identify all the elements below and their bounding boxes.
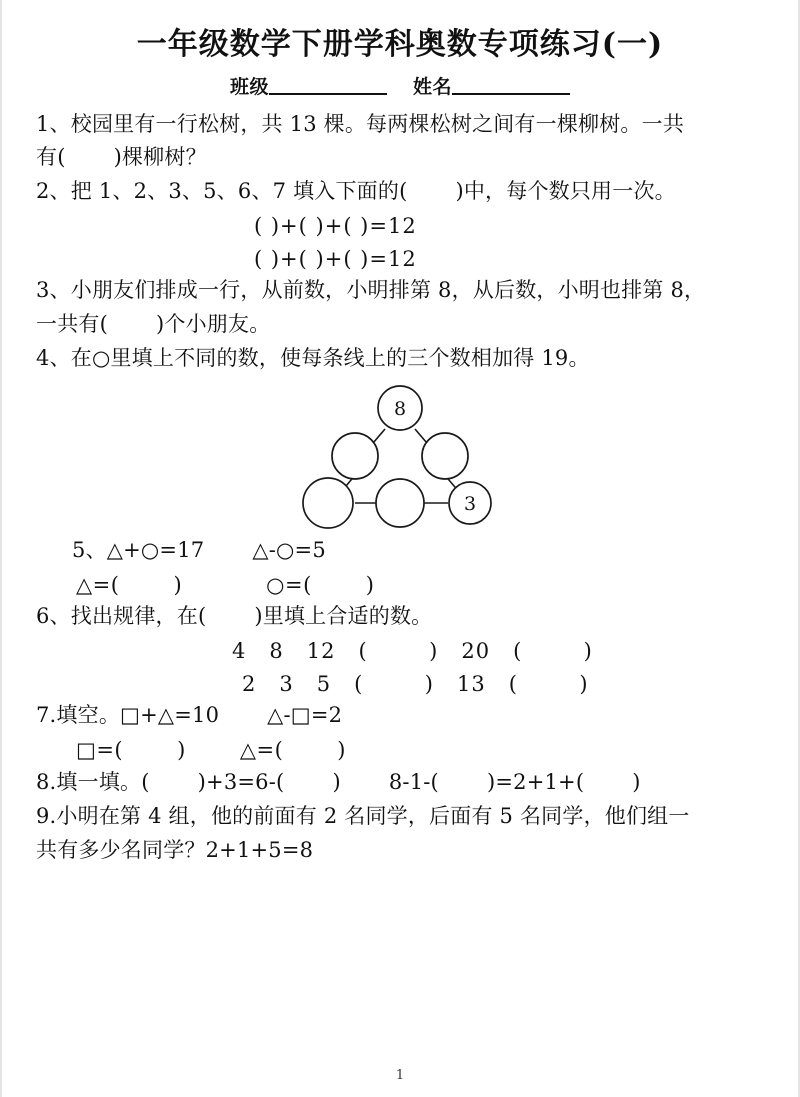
- question-3-line-2: [36, 309, 764, 341]
- triangle-number-diagram[interactable]: [300, 381, 500, 531]
- node-bottom-right-value: 3: [463, 493, 477, 516]
- question-8-mid-2: ): [332, 769, 341, 794]
- question-9-line-2: 共有多少名同学？2+1+5=8: [36, 837, 314, 862]
- question-5-circle-head: ○=(: [266, 572, 312, 597]
- question-3-tail: )个小朋友。: [156, 312, 271, 337]
- question-6-sequence-2[interactable]: 2 3 5 ( ) 13 ( ): [242, 671, 589, 696]
- question-5-eq-right: △-○=5: [252, 538, 326, 563]
- question-3-line-1: 3、小朋友们排成一行，从前数，小明排第 8，从后数，小明也排第 8，: [36, 278, 706, 303]
- name-field-label: 姓名: [413, 75, 453, 98]
- question-6-head: 6、找出规律，在(: [36, 604, 207, 629]
- question-8-tail: ): [632, 769, 641, 794]
- name-field-blank[interactable]: [452, 93, 570, 95]
- question-7-square-head: □=(: [76, 738, 124, 763]
- question-1-line-1: 1、校园里有一行松树，共 13 棵。每两棵松树之间有一棵柳树。一共: [36, 111, 685, 136]
- question-7-triangle-tail: ): [337, 738, 346, 763]
- question-7-line-2: [36, 734, 764, 767]
- question-8-mid-1: )+3=6-(: [197, 769, 285, 794]
- question-7-eq-right: △-□=2: [267, 703, 343, 728]
- question-6-sequence-1[interactable]: 4 8 12 ( ) 20 ( ): [232, 639, 593, 664]
- question-8-mid-4: )=2+1+(: [486, 769, 585, 794]
- node-mid-left[interactable]: [332, 433, 378, 479]
- question-5-triangle-tail: ): [173, 572, 183, 597]
- class-field-label: 班级: [229, 75, 269, 98]
- questions-body: [2, 99, 798, 867]
- question-3-head: 一共有(: [36, 312, 108, 337]
- question-7-line-1: [36, 700, 764, 732]
- question-9-line-1: 9.小明在第 4 组，他的前面有 2 名同学，后面有 5 名同学，他们组一: [36, 803, 690, 828]
- question-1-line-2: [36, 142, 764, 174]
- node-bottom-mid[interactable]: [376, 479, 424, 527]
- question-4-line-1: 4、在○里填上不同的数，使每条线上的三个数相加得 19。: [36, 346, 590, 371]
- node-mid-right[interactable]: [422, 433, 468, 479]
- question-8-mid-3: 8-1-(: [388, 769, 439, 794]
- question-7-eq-left: 7.填空。□+△=10: [36, 703, 220, 728]
- question-5-line-1: [36, 535, 764, 567]
- question-1-blank-tail: )棵柳树？: [113, 145, 207, 170]
- question-5-circle-tail: ): [365, 572, 375, 597]
- question-1-blank-head: 有(: [36, 145, 66, 170]
- triangle-number-diagram-wrap: [36, 381, 764, 531]
- question-7-triangle-head: △=(: [239, 738, 284, 763]
- question-7-square-tail: ): [177, 738, 186, 763]
- question-2-equation-2[interactable]: ( )+( )+( )=12: [254, 246, 417, 271]
- question-6-tail: )里填上合适的数。: [254, 604, 433, 629]
- page-number: 1: [395, 1068, 405, 1083]
- page-title: 一年级数学下册学科奥数专项练习(一): [136, 27, 664, 62]
- question-2-line-1: [36, 176, 764, 208]
- question-8-head: 8.填一填。(: [36, 769, 150, 794]
- question-5-eq-left: 5、△+○=17: [72, 538, 205, 563]
- question-6-line-1: [36, 601, 764, 633]
- question-8-line-1: [36, 767, 764, 799]
- class-field-blank[interactable]: [269, 93, 387, 95]
- question-5-triangle-head: △=(: [76, 572, 120, 597]
- question-2-head: 2、把 1、2、3、5、6、7 填入下面的(: [36, 179, 408, 204]
- student-info-row: [2, 72, 798, 99]
- question-2-equation-1[interactable]: ( )+( )+( )=12: [254, 214, 417, 239]
- node-apex-value: 8: [393, 398, 407, 421]
- question-2-tail: )中，每个数只用一次。: [455, 179, 676, 204]
- question-5-line-2: [36, 569, 764, 602]
- node-bottom-left[interactable]: [303, 478, 353, 528]
